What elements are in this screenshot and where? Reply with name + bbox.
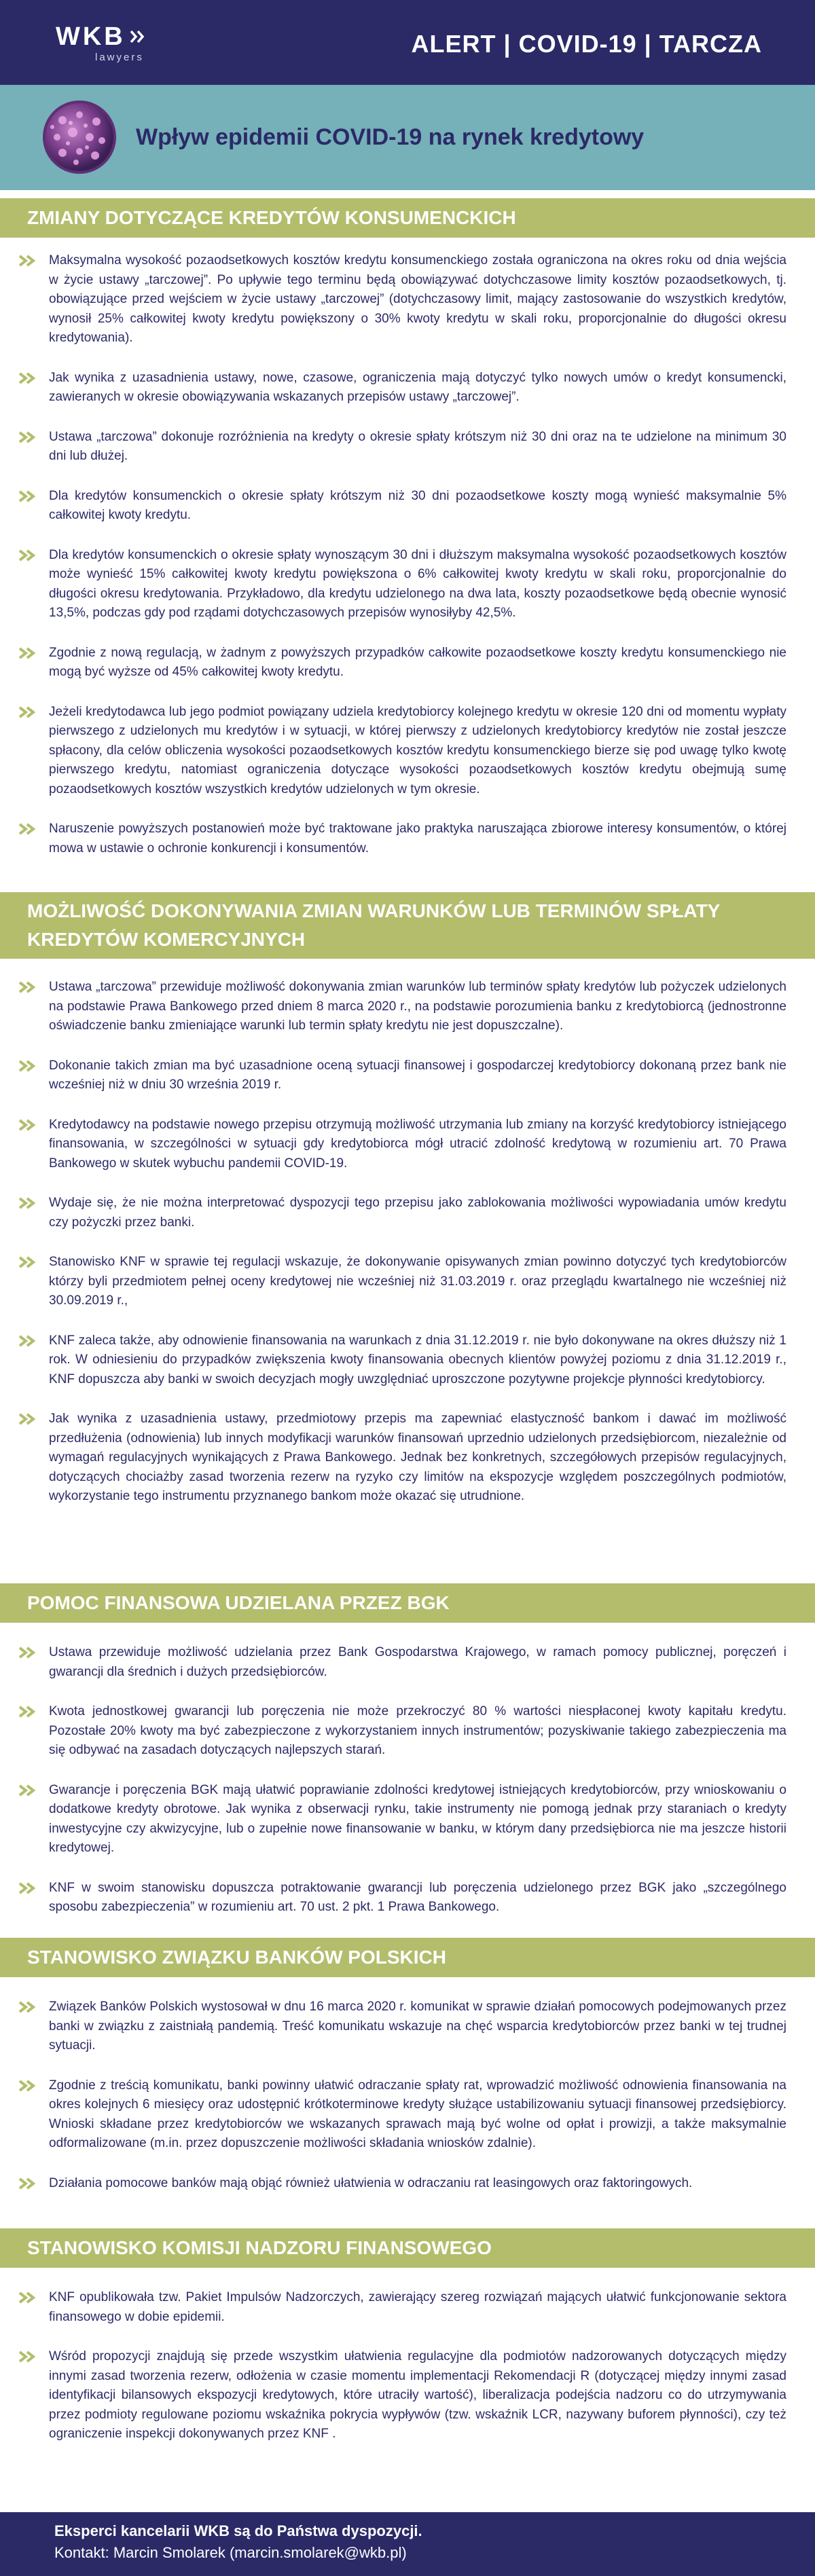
section-header-zbp-position <box>0 1938 815 1977</box>
double-chevron-icon <box>18 705 39 719</box>
item-text: Kredytodawcy na podstawie nowego przepisu otrzymują możliwość utrzymania lub zmiany na korzyść kredytobiorcy istniejącego finansowania, w szczególności w sytuacji gdy kredytobiorca mógł utracić zdolność kredytową w rozumieniu art. 70 Prawa Bankowego w skutek wybuchu pandemii COVID-19. <box>49 1117 786 1171</box>
header-bar <box>0 0 815 85</box>
list-item <box>0 644 815 682</box>
item-text: Zgodnie z nową regulacją, w żadnym z powyższych przypadków całkowite pozaodsetkowe koszty kredytu konsumenckiego nie mogą być wyższe od 45% całkowitej kwoty kredytu. <box>49 645 786 679</box>
list-item <box>0 978 815 1036</box>
list-item <box>0 1253 815 1311</box>
double-chevron-icon <box>18 980 39 994</box>
double-chevron-icon <box>18 371 39 385</box>
section-title: ZMIANY DOTYCZĄCE KREDYTÓW KONSUMENCKICH <box>27 207 516 228</box>
coronavirus-icon <box>42 100 117 174</box>
section-header-bgk-aid <box>0 1583 815 1623</box>
list-item <box>0 1702 815 1761</box>
section-list-bgk-aid <box>0 1643 815 1938</box>
double-chevron-icon <box>18 1412 39 1426</box>
list-item <box>0 546 815 623</box>
list-item <box>0 1116 815 1174</box>
section-header-commercial-credit <box>0 892 815 959</box>
list-item <box>0 2347 815 2444</box>
section-title: STANOWISKO KOMISJI NADZORU FINANSOWEGO <box>27 2237 492 2258</box>
list-item <box>0 2288 815 2327</box>
page-title: Wpływ epidemii COVID-19 na rynek kredytowy <box>136 124 645 150</box>
alert-title: ALERT | COVID-19 | TARCZA <box>411 30 762 58</box>
item-text: Wydaje się, że nie można interpretować dyspozycji tego przepisu jako zablokowania możliwości wypowiadania umów kredytu czy pożyczki przez banki. <box>49 1196 786 1230</box>
wkb-logo <box>56 23 147 63</box>
item-text: Maksymalna wysokość pozaodsetkowych kosztów kredytu konsumenckiego została ograniczona na okres roku od dnia wejścia w życie ustawy „tarczowej”. Po upływie tego terminu będą obowiązywać dotychczasowe limity kosztów pozaodsetkowych, tj. obowiązujące przed wejściem w życie ustawy „tarczowej” (dotychczasowy limit, mający zastosowanie do wszystkich kredytów, wynosił 25% całkowitej kwoty kredytu powiększony o 30% kwoty kredytu w skali roku, proporcjonalnie do długości okresu kredytowania). <box>49 253 786 345</box>
list-item <box>0 369 815 407</box>
item-text: Dokonanie takich zmian ma być uzasadnione oceną sytuacji finansowej i gospodarczej kredytobiorcy dokonaną przez bank nie wcześniej niż w dniu 30 września 2019 r. <box>49 1058 786 1092</box>
section-list-zbp-position <box>0 1998 815 2213</box>
double-chevron-icon <box>18 1646 39 1659</box>
item-text: Dla kredytów konsumenckich o okresie spłaty krótszym niż 30 dni pozaodsetkowe koszty mogą wynieść maksymalnie 5% całkowitej kwoty kredytu. <box>49 488 786 522</box>
double-chevron-icon <box>18 490 39 503</box>
footer-experts-note: Eksperci kancelarii WKB są do Państwa dyspozycji. <box>54 2522 422 2539</box>
list-item <box>0 1998 815 2056</box>
list-item <box>0 820 815 858</box>
double-chevron-icon <box>18 430 39 444</box>
logo-chevrons-icon <box>130 29 147 45</box>
double-chevron-icon <box>18 2177 39 2190</box>
double-chevron-icon <box>18 2350 39 2363</box>
double-chevron-icon <box>18 646 39 660</box>
list-item <box>0 1643 815 1682</box>
list-item <box>0 703 815 800</box>
item-text: Jak wynika z uzasadnienia ustawy, przedmiotowy przepis ma zapewniać elastyczność bankom i dawać im możliwość przedłużenia (odnowienia) lub innych modyfikacji warunków finansowań uprzednio udzielonych przedsiębiorcom, niezależnie od wymagań regulacyjnych wynikających z Prawa Bankowego. Jednak bez konkretnych, szczegółowych przepisów regulacyjnych, dotyczących chociażby zasad tworzenia rezerw na ryzyko czy limitów na ekspozycje względem poszczególnych podmiotów, wykorzystanie tego instrumentu przyznanego bankom może okazać się utrudnione. <box>49 1412 786 1503</box>
double-chevron-icon <box>18 1881 39 1895</box>
item-text: Związek Banków Polskich wystosował w dnu 16 marca 2020 r. komunikat w sprawie działań pomocowych podejmowanych przez banki w związku z zaistniałą pandemią. Treść komunikatu wskazuje na chęć wsparcia kredytobiorców przez banki w tej trudnej sytuacji. <box>49 2000 786 2053</box>
section-title: POMOC FINANSOWA UDZIELANA PRZEZ BGK <box>27 1592 450 1613</box>
double-chevron-icon <box>18 1059 39 1073</box>
item-text: Zgodnie z treścią komunikatu, banki powinny ułatwić odraczanie spłaty rat, wprowadzić możliwość odnowienia finansowania na okres kolejnych 6 miesięcy oraz udostępnić krótkoterminowe kredyty służące ustabilizowaniu sytuacji finansowej przedsiębiorcy. Wnioski składane przez kredytobiorców we wskazanych sprawach mają być wolne od opłat i prowizji, a także maksymalnie odformalizowane (m.in. przez dopuszczenie możliwości składania wniosków zdalnie). <box>49 2078 786 2150</box>
item-text: KNF opublikowała tzw. Pakiet Impulsów Nadzorczych, zawierający szereg rozwiązań mających ułatwić funkcjonowanie sektora finansowego w dobie epidemii. <box>49 2290 786 2324</box>
footer-bar <box>0 2512 815 2576</box>
double-chevron-icon <box>18 1255 39 1269</box>
item-text: Stanowisko KNF w sprawie tej regulacji wskazuje, że dokonywanie opisywanych zmian powinno dotyczyć tych kredytobiorców którzy byli przedmiotem pełnej oceny kredytowej nie wcześniej niż 31.03.2019 r. oraz przeglądu kwartalnego nie wcześniej niż 30.09.2019 r., <box>49 1255 786 1308</box>
item-text: Jeżeli kredytodawca lub jego podmiot powiązany udziela kredytobiorcy kolejnego kredytu w okresie 120 dni od momentu wypłaty pierwszego z udzielonych mu kredytów i w sytuacji, w której pierwszy z udzielonych kredytobiorcy kredytów nie został jeszcze spłacony, dla celów obliczenia wysokości pozaodsetkowych kosztów kredytu konsumenckiego bierze się pod uwagę tylko kwotę pierwszego kredytu, natomiast ograniczenia dotyczące wysokości pozaodsetkowych kosztów kredytu obejmują sumę pozaodsetkowych kosztów wszystkich kredytów udzielonych w tym okresie. <box>49 704 786 796</box>
item-text: Gwarancje i poręczenia BGK mają ułatwić poprawianie zdolności kredytowej istniejących kredytobiorców, przy wnioskowaniu o dodatkowe kredyty obrotowe. Jak wynika z obserwacji rynku, takie instrumenty nie pomogą jednak przy staraniach o kredyty inwestycyjne czy akwizycyjne, lub o zupełnie nowe finansowanie w banku, w którym dany przedsiębiorca nie ma jeszcze historii kredytowej. <box>49 1782 786 1855</box>
item-text: Ustawa przewiduje możliwość udzielania przez Bank Gospodarstwa Krajowego, w ramach pomocy publicznej, poręczeń i gwarancji dla średnich i dużych przedsiębiorców. <box>49 1645 786 1679</box>
item-text: Jak wynika z uzasadnienia ustawy, nowe, czasowe, ograniczenia mają dotyczyć tylko nowych umów o kredyt konsumencki, zawieranych w okresie obowiązywania wskazanych przepisów ustawy „tarczowej”. <box>49 370 786 404</box>
list-item <box>0 428 815 466</box>
item-text: Działania pomocowe banków mają objąć również ułatwienia w odraczaniu rat leasingowych oraz faktoringowych. <box>49 2175 693 2190</box>
item-text: Ustawa „tarczowa” dokonuje rozróżnienia na kredyty o okresie spłaty krótszym niż 30 dni oraz na te udzielone na minimum 30 dni lub dłużej. <box>49 429 786 463</box>
double-chevron-icon <box>18 1118 39 1132</box>
item-text: KNF w swoim stanowisku dopuszcza potraktowanie gwarancji lub poręczenia udzielonego przez BGK jako „szczególnego sposobu zabezpieczenia” w rozumieniu art. 70 ust. 2 pkt. 1 Prawa Bankowego. <box>49 1880 786 1914</box>
list-item <box>0 487 815 526</box>
double-chevron-icon <box>18 2000 39 2014</box>
logo-subtext: lawyers <box>95 52 144 63</box>
section-title: STANOWISKO ZWIĄZKU BANKÓW POLSKICH <box>27 1947 446 1968</box>
list-item <box>0 1194 815 1232</box>
double-chevron-icon <box>18 549 39 562</box>
item-text: Dla kredytów konsumenckich o okresie spłaty wynoszącym 30 dni i dłuższym maksymalna wysokość pozaodsetkowych kosztów może wynieść 15% całkowitej kwoty kredytu powiększona o 6% całkowitej kwoty kredytu w skali roku, proporcjonalnie do długości okresu kredytowania. Przykładowo, dla kredytu udzielonego na dwa lata, koszty pozaodsetkowe będą obecnie wynosić 13,5%, podczas gdy pod rządami dotychczasowych przepisów wynosiłyby 42,5%. <box>49 547 786 620</box>
section-list-commercial-credit <box>0 978 815 1527</box>
footer-contact[interactable]: Kontakt: Marcin Smolarek (marcin.smolarek@wkb.pl) <box>54 2544 407 2561</box>
section-list-knf-position <box>0 2288 815 2465</box>
double-chevron-icon <box>18 2079 39 2093</box>
double-chevron-icon <box>18 822 39 836</box>
section-title: MOŻLIWOŚĆ DOKONYWANIA ZMIAN WARUNKÓW LUB TERMINÓW SPŁATY KREDYTÓW KOMERCYJNYCH <box>27 900 720 950</box>
double-chevron-icon <box>18 254 39 268</box>
section-header-knf-position <box>0 2228 815 2268</box>
item-text: Ustawa „tarczowa” przewiduje możliwość dokonywania zmian warunków lub terminów spłaty kredytów lub pożyczek udzielonych na podstawie Prawa Bankowego przed dniem 8 marca 2020 r., na podstawie porozumienia banku z kredytobiorcą (jednostronne oświadczenie banku zmieniające warunki lub termin spłaty kredytu nie jest dopuszczalne). <box>49 980 786 1033</box>
list-item <box>0 251 815 348</box>
item-text: Wśród propozycji znajdują się przede wszystkim ułatwienia regulacyjne dla podmiotów nadzorowanych dotyczących między innymi zasad tworzenia rezerw, odłożenia w czasie momentu implementacji Rekomendacji R (dotyczącej między innymi zasad identyfikacji bilansowych ekspozycji kredytowych, które utraciły wartość), liberalizacja podejścia nadzoru co do utrzymywania przez podmioty regulowane poziomu wskaźnika pokrycia wypływów (tzw. wskaźnik LCR, nazywany buforem płynności), czy też ograniczenie inspekcji dokonywanych przez KNF . <box>49 2349 786 2441</box>
item-text: Kwota jednostkowej gwarancji lub poręczenia nie może przekroczyć 80 % wartości niespłaconej kwoty kapitału kredytu. Pozostałe 20% kwoty ma być zabezpieczone z wykorzystaniem innych instrumentów; pozyskiwanie takiego zabezpieczenia ma się odbywać na zasadach dotyczących najlepszych starań. <box>49 1704 786 1757</box>
list-item <box>0 1410 815 1507</box>
section-list-consumer-credit <box>0 251 815 879</box>
double-chevron-icon <box>18 1334 39 1348</box>
item-text: Naruszenie powyższych postanowień może być traktowane jako praktyka naruszająca zbiorowe interesy konsumentów, o której mowa w ustawie o ochronie konkurencji i konsumentów. <box>49 822 786 855</box>
list-item <box>0 1056 815 1095</box>
section-header-consumer-credit <box>0 198 815 238</box>
list-item <box>0 1331 815 1390</box>
double-chevron-icon <box>18 1705 39 1718</box>
double-chevron-icon <box>18 2291 39 2304</box>
list-item <box>0 1781 815 1858</box>
list-item <box>0 1879 815 1917</box>
title-banner <box>0 85 815 190</box>
list-item <box>0 2076 815 2154</box>
item-text: KNF zaleca także, aby odnowienie finansowania na warunkach z dnia 31.12.2019 r. nie było dokonywane na okres dłuższy niż 1 rok. W odniesieniu do przypadków zwiększenia kwoty finansowania obecnych klientów powyżej poziomu z dnia 31.12.2019 r., KNF dopuszcza aby banki w swoich decyzjach mogły uwzględniać uproszczone pozytywne projekcje płynności kredytobiorcy. <box>49 1333 786 1386</box>
double-chevron-icon <box>18 1196 39 1210</box>
list-item <box>0 2174 815 2194</box>
logo-text: WKB <box>56 22 126 51</box>
double-chevron-icon <box>18 1784 39 1797</box>
